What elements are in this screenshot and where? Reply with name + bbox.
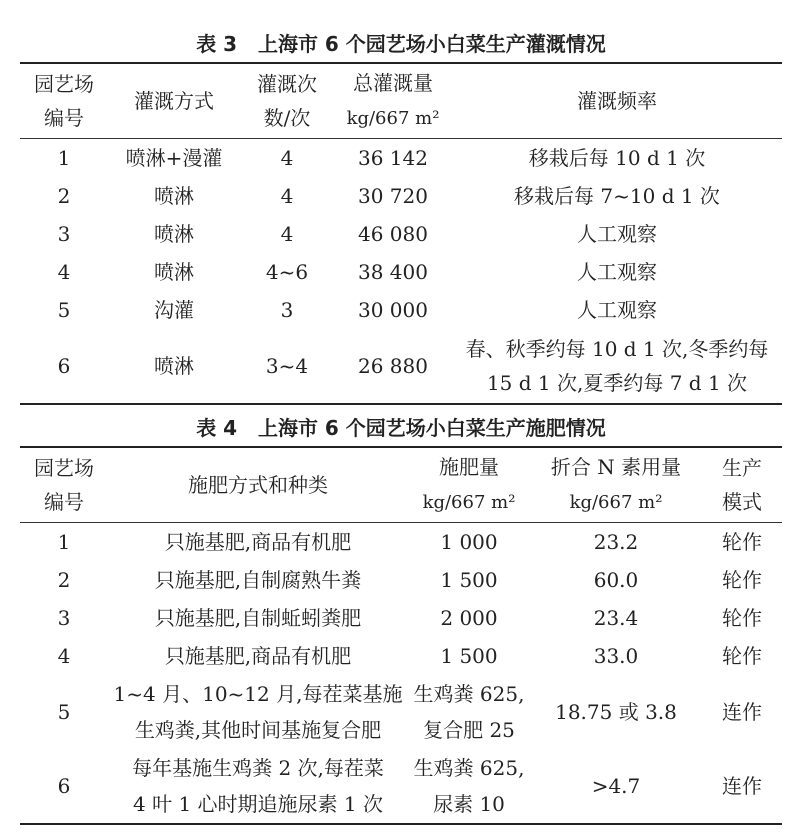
table-header-row bbox=[20, 447, 782, 523]
cell-n-amount: 23.4 bbox=[593, 606, 639, 630]
cell-no: 4 bbox=[57, 260, 71, 284]
cell-amount: 2 000 bbox=[440, 606, 498, 630]
cell-total: 26 880 bbox=[358, 354, 428, 378]
header-amount bbox=[408, 447, 530, 523]
table-header-row bbox=[20, 63, 782, 139]
table-row bbox=[20, 561, 782, 599]
cell-mode: 连作 bbox=[722, 774, 762, 798]
cell-times: 4~6 bbox=[265, 260, 309, 284]
cell-amount: 1 000 bbox=[440, 530, 498, 554]
cell-total: 36 142 bbox=[358, 146, 428, 170]
table-row bbox=[20, 637, 782, 675]
header-text: 总灌溉量 bbox=[353, 71, 433, 95]
cell-times: 4 bbox=[280, 222, 294, 246]
cell-n-amount: 18.75 或 3.8 bbox=[555, 700, 677, 724]
cell-method bbox=[108, 749, 408, 824]
cell-method: 只施基肥,商品有机肥 bbox=[164, 530, 352, 554]
table3-caption: 表 3 上海市 6 个园艺场小白菜生产灌溉情况 bbox=[196, 32, 606, 56]
fertilization-table bbox=[20, 446, 782, 825]
cell-method bbox=[108, 675, 408, 749]
table-row bbox=[20, 177, 782, 215]
header-text: 折合 N 素用量 bbox=[550, 455, 682, 479]
cell-text: 每年基施生鸡粪 2 次,每茬菜 bbox=[132, 756, 384, 780]
cell-total: 30 720 bbox=[358, 184, 428, 208]
cell-times: 4 bbox=[280, 146, 294, 170]
table-row bbox=[20, 749, 782, 824]
header-farm-no bbox=[20, 447, 108, 523]
cell-mode: 轮作 bbox=[722, 530, 762, 554]
cell-method: 喷淋+漫灌 bbox=[125, 146, 223, 170]
cell-method: 喷淋 bbox=[154, 184, 194, 208]
cell-no: 1 bbox=[57, 146, 71, 170]
cell-method: 沟灌 bbox=[154, 298, 194, 322]
cell-total: 30 000 bbox=[358, 298, 428, 322]
header-text: 编号 bbox=[44, 106, 84, 130]
table-row bbox=[20, 253, 782, 291]
cell-frequency bbox=[452, 329, 782, 404]
cell-frequency: 人工观察 bbox=[577, 260, 657, 284]
header-method: 施肥方式和种类 bbox=[188, 473, 328, 497]
header-unit: kg/667 m² bbox=[422, 492, 516, 513]
cell-times: 4 bbox=[280, 184, 294, 208]
cell-n-amount: >4.7 bbox=[591, 774, 641, 798]
cell-no: 3 bbox=[57, 606, 71, 630]
header-unit: kg/667 m² bbox=[346, 108, 440, 129]
cell-method: 只施基肥,自制腐熟牛粪 bbox=[154, 568, 362, 592]
cell-text: 春、秋季约每 10 d 1 次,冬季约每 bbox=[465, 337, 769, 361]
header-n-amount bbox=[530, 447, 702, 523]
cell-no: 4 bbox=[57, 644, 71, 668]
header-text: 灌溉次 bbox=[257, 72, 317, 96]
table-row bbox=[20, 599, 782, 637]
cell-method: 喷淋 bbox=[154, 354, 194, 378]
header-text: 生产 bbox=[722, 456, 762, 480]
cell-no: 2 bbox=[57, 568, 71, 592]
cell-times: 3~4 bbox=[265, 354, 309, 378]
header-unit: kg/667 m² bbox=[569, 492, 663, 513]
header-text: 编号 bbox=[44, 490, 84, 514]
table-row bbox=[20, 291, 782, 329]
cell-frequency: 人工观察 bbox=[577, 298, 657, 322]
cell-n-amount: 60.0 bbox=[593, 568, 639, 592]
table-row bbox=[20, 329, 782, 404]
header-text: 园艺场 bbox=[34, 72, 94, 96]
cell-no: 6 bbox=[57, 774, 71, 798]
cell-mode: 连作 bbox=[722, 700, 762, 724]
cell-mode: 轮作 bbox=[722, 606, 762, 630]
cell-method: 只施基肥,商品有机肥 bbox=[164, 644, 352, 668]
cell-text: 1~4 月、10~12 月,每茬菜基施 bbox=[113, 682, 403, 706]
header-total bbox=[334, 63, 452, 139]
cell-no: 2 bbox=[57, 184, 71, 208]
cell-n-amount: 33.0 bbox=[593, 644, 639, 668]
cell-no: 5 bbox=[57, 700, 71, 724]
table-row bbox=[20, 523, 782, 562]
cell-text: 复合肥 25 bbox=[423, 718, 515, 742]
cell-method: 喷淋 bbox=[154, 260, 194, 284]
cell-total: 46 080 bbox=[358, 222, 428, 246]
cell-frequency: 移栽后每 7~10 d 1 次 bbox=[514, 184, 720, 208]
cell-n-amount: 23.2 bbox=[593, 530, 639, 554]
header-text: 园艺场 bbox=[34, 456, 94, 480]
cell-amount bbox=[408, 749, 530, 824]
header-text: 模式 bbox=[722, 490, 762, 514]
cell-total: 38 400 bbox=[358, 260, 428, 284]
irrigation-table bbox=[20, 62, 782, 405]
cell-frequency: 移栽后每 10 d 1 次 bbox=[528, 146, 706, 170]
header-frequency: 灌溉频率 bbox=[577, 89, 657, 113]
cell-amount bbox=[408, 675, 530, 749]
cell-text: 生鸡粪 625, bbox=[413, 756, 525, 780]
cell-amount: 1 500 bbox=[440, 644, 498, 668]
header-text: 施肥量 bbox=[439, 455, 499, 479]
header-mode bbox=[702, 447, 782, 523]
header-text: 数/次 bbox=[263, 106, 311, 130]
cell-text: 15 d 1 次,夏季约每 7 d 1 次 bbox=[486, 371, 748, 395]
cell-text: 生鸡粪,其他时间基施复合肥 bbox=[134, 718, 382, 742]
cell-mode: 轮作 bbox=[722, 568, 762, 592]
table4-caption: 表 4 上海市 6 个园艺场小白菜生产施肥情况 bbox=[196, 416, 606, 440]
cell-mode: 轮作 bbox=[722, 644, 762, 668]
table-row bbox=[20, 675, 782, 749]
cell-no: 1 bbox=[57, 530, 71, 554]
cell-method: 只施基肥,自制蚯蚓粪肥 bbox=[154, 606, 362, 630]
header-method: 灌溉方式 bbox=[134, 89, 214, 113]
cell-times: 3 bbox=[280, 298, 294, 322]
cell-frequency: 人工观察 bbox=[577, 222, 657, 246]
cell-no: 3 bbox=[57, 222, 71, 246]
cell-text: 生鸡粪 625, bbox=[413, 682, 525, 706]
cell-amount: 1 500 bbox=[440, 568, 498, 592]
cell-no: 6 bbox=[57, 354, 71, 378]
table-row bbox=[20, 215, 782, 253]
cell-text: 4 叶 1 心时期追施尿素 1 次 bbox=[133, 792, 383, 816]
cell-method: 喷淋 bbox=[154, 222, 194, 246]
cell-no: 5 bbox=[57, 298, 71, 322]
cell-text: 尿素 10 bbox=[433, 792, 505, 816]
header-times bbox=[240, 63, 334, 139]
table-row bbox=[20, 139, 782, 178]
header-farm-no bbox=[20, 63, 108, 139]
